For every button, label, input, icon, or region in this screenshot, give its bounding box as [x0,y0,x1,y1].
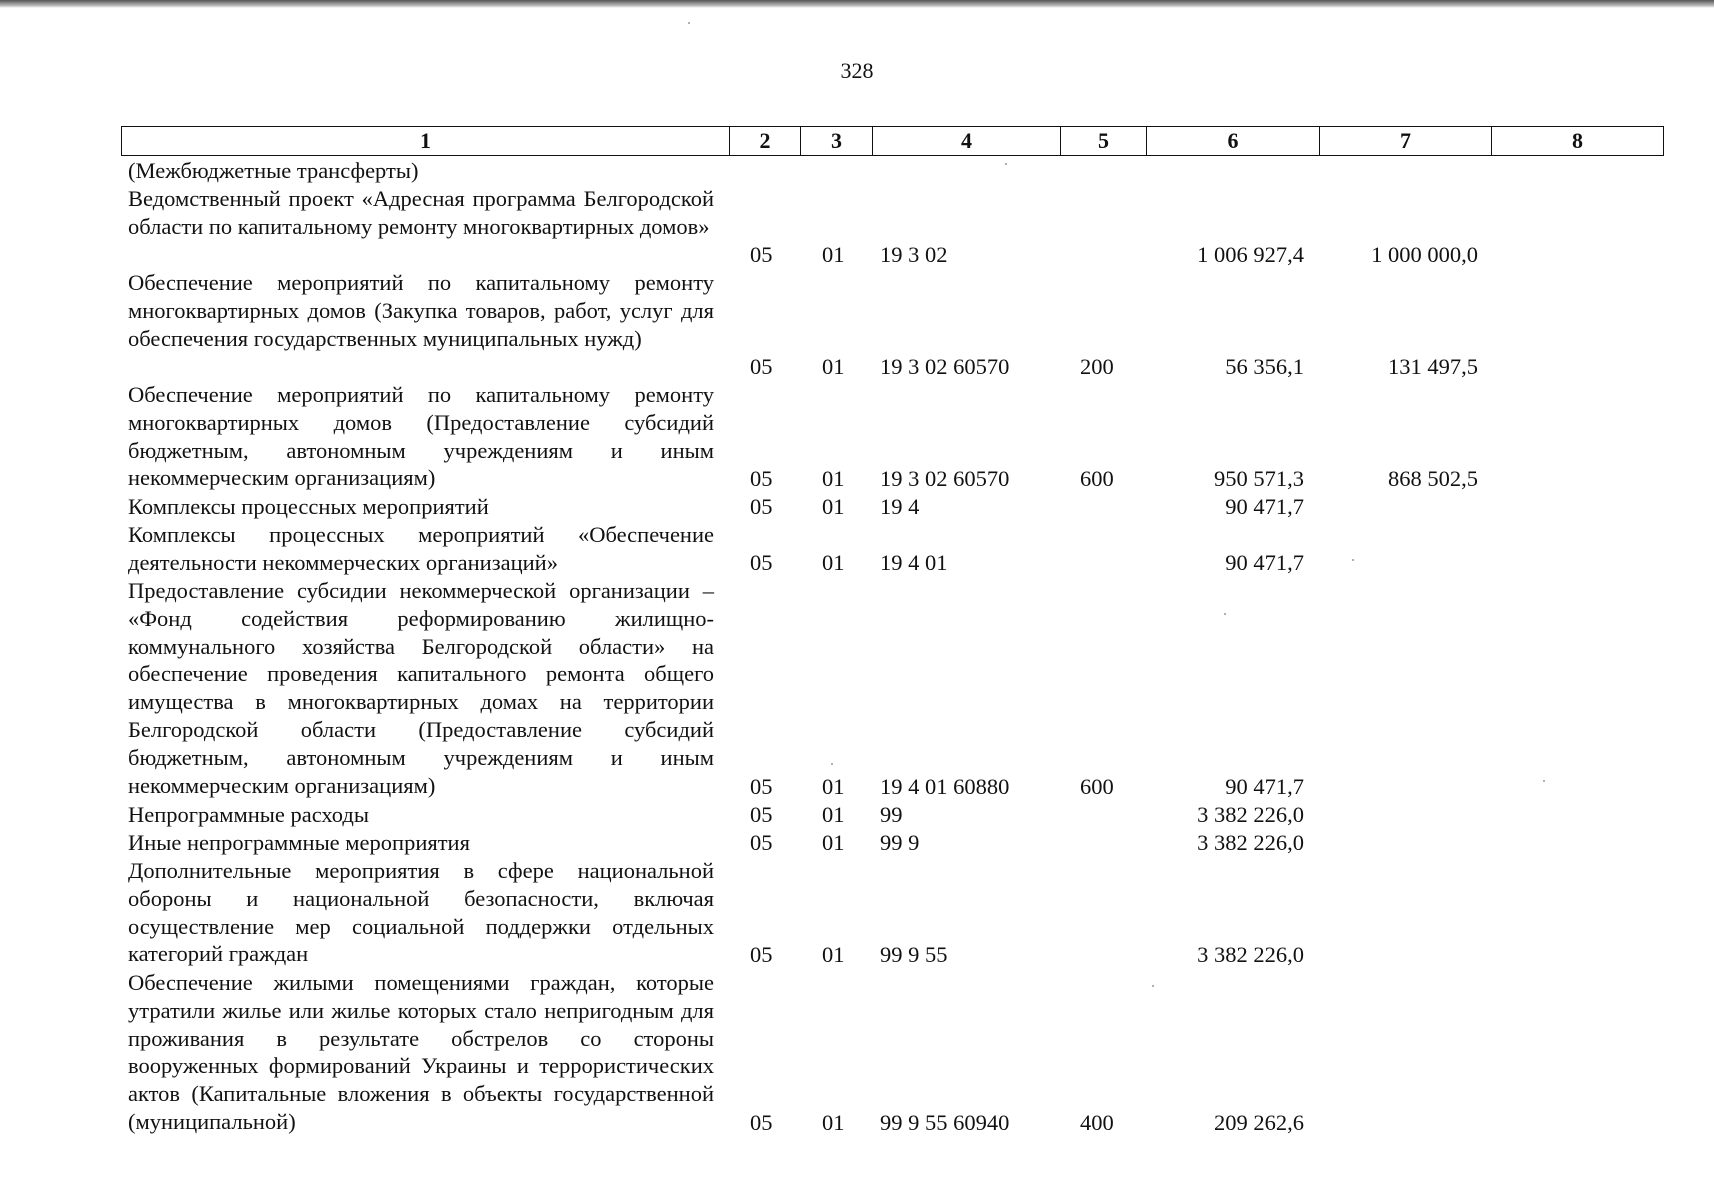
row-amount-col6: 3 382 226,0 [1197,942,1304,968]
row-name: (Межбюджетные трансферты) [128,158,419,183]
row-section: 05 [750,466,773,492]
row-section: 05 [750,802,773,828]
row-target-code: 99 [880,802,903,828]
row-name: Обеспечение мероприятий по капитальному ремонту многоквартирных домов (Закупка товаров, работ, услуг для обеспечения государственных муниципальных нужд) [128,270,714,351]
row-section: 05 [750,942,773,968]
table-row [0,829,1714,857]
row-section: 05 [750,550,773,576]
row-section: 05 [750,242,773,268]
row-target-code: 99 9 [880,830,920,856]
table-row [0,969,1714,1137]
column-header-8: 8 [1492,127,1664,156]
row-target-code: 19 3 02 [880,242,948,268]
row-subsection: 01 [822,354,845,380]
row-subsection: 01 [822,466,845,492]
row-target-code: 19 3 02 60570 [880,354,1010,380]
scan-speck [1543,780,1545,782]
row-amount-col6: 90 471,7 [1225,550,1304,576]
row-target-code: 99 9 55 [880,942,948,968]
row-section: 05 [750,830,773,856]
row-amount-col6: 3 382 226,0 [1197,802,1304,828]
row-subsection: 01 [822,802,845,828]
table-row [0,857,1714,969]
row-name: Обеспечение жилыми помещениями граждан, которые утратили жилье или жилье которых стало непригодным для проживания в результате обстрелов со стороны вооруженных формирований Украины и террористических актов (Капитальные вложения в объекты государственной (муниципальной) [128,970,714,1134]
column-header-1: 1 [122,127,730,156]
row-name: Комплексы процессных мероприятий [128,494,489,519]
table-row [0,577,1714,801]
row-section: 05 [750,1110,773,1136]
row-expense-type: 200 [1080,354,1114,380]
row-target-code: 99 9 55 60940 [880,1110,1010,1136]
row-amount-col6: 56 356,1 [1225,354,1304,380]
table-row [0,801,1714,829]
row-name: Иные непрограммные мероприятия [128,830,470,855]
column-header-table [121,126,1664,156]
scan-edge [0,0,1714,8]
row-subsection: 01 [822,830,845,856]
row-amount-col6: 90 471,7 [1225,774,1304,800]
row-target-code: 19 4 01 60880 [880,774,1010,800]
row-subsection: 01 [822,942,845,968]
page-number: 328 [840,58,874,83]
row-expense-type: 600 [1080,466,1114,492]
scan-speck [1224,613,1226,615]
table-row [0,185,1714,269]
row-target-code: 19 4 [880,494,920,520]
row-section: 05 [750,354,773,380]
row-subsection: 01 [822,242,845,268]
row-amount-col7: 131 497,5 [1388,354,1478,380]
row-amount-col6: 3 382 226,0 [1197,830,1304,856]
column-header-4: 4 [873,127,1061,156]
scan-speck [688,22,690,24]
row-amount-col7: 868 502,5 [1388,466,1478,492]
scan-speck [1352,559,1354,561]
row-target-code: 19 3 02 60570 [880,466,1010,492]
table-row [0,381,1714,493]
row-section: 05 [750,494,773,520]
row-amount-col6: 1 006 927,4 [1197,242,1304,268]
row-amount-col6: 90 471,7 [1225,494,1304,520]
table-row [0,493,1714,521]
table-row [0,157,1714,185]
row-target-code: 19 4 01 [880,550,948,576]
row-expense-type: 600 [1080,774,1114,800]
row-subsection: 01 [822,550,845,576]
row-name: Обеспечение мероприятий по капитальному ремонту многоквартирных домов (Предоставление субсидий бюджетным, автономным учреждениям и иным некоммерческим организациям) [128,382,714,491]
row-subsection: 01 [822,774,845,800]
scan-speck [831,763,833,765]
row-amount-col6: 209 262,6 [1214,1110,1304,1136]
scan-speck [1005,163,1007,165]
row-name: Непрограммные расходы [128,802,369,827]
row-subsection: 01 [822,1110,845,1136]
table-row [0,521,1714,577]
column-header-7: 7 [1320,127,1492,156]
row-expense-type: 400 [1080,1110,1114,1136]
row-name: Ведомственный проект «Адресная программа Белгородской области по капитальному ремонту многоквартирных домов» [128,186,714,239]
row-name: Комплексы процессных мероприятий «Обеспечение деятельности некоммерческих организаций» [128,522,714,575]
column-header-2: 2 [730,127,801,156]
column-header-3: 3 [801,127,873,156]
row-amount-col6: 950 571,3 [1214,466,1304,492]
row-name: Предоставление субсидии некоммерческой организации – «Фонд содействия реформированию жилищно-коммунального хозяйства Белгородской области» на обеспечение проведения капитального ремонта общего имущества в многоквартирных домах на территории Белгородской области (Предоставление субсидий бюджетным, автономным учреждениям и иным некоммерческим организациям) [128,578,714,798]
table-row [0,269,1714,381]
scan-speck [1152,985,1154,987]
row-subsection: 01 [822,494,845,520]
row-name: Дополнительные мероприятия в сфере национальной обороны и национальной безопасности, включая осуществление мер социальной поддержки отдельных категорий граждан [128,858,714,967]
column-header-5: 5 [1061,127,1147,156]
column-header-6: 6 [1147,127,1320,156]
row-amount-col7: 1 000 000,0 [1371,242,1478,268]
row-section: 05 [750,774,773,800]
